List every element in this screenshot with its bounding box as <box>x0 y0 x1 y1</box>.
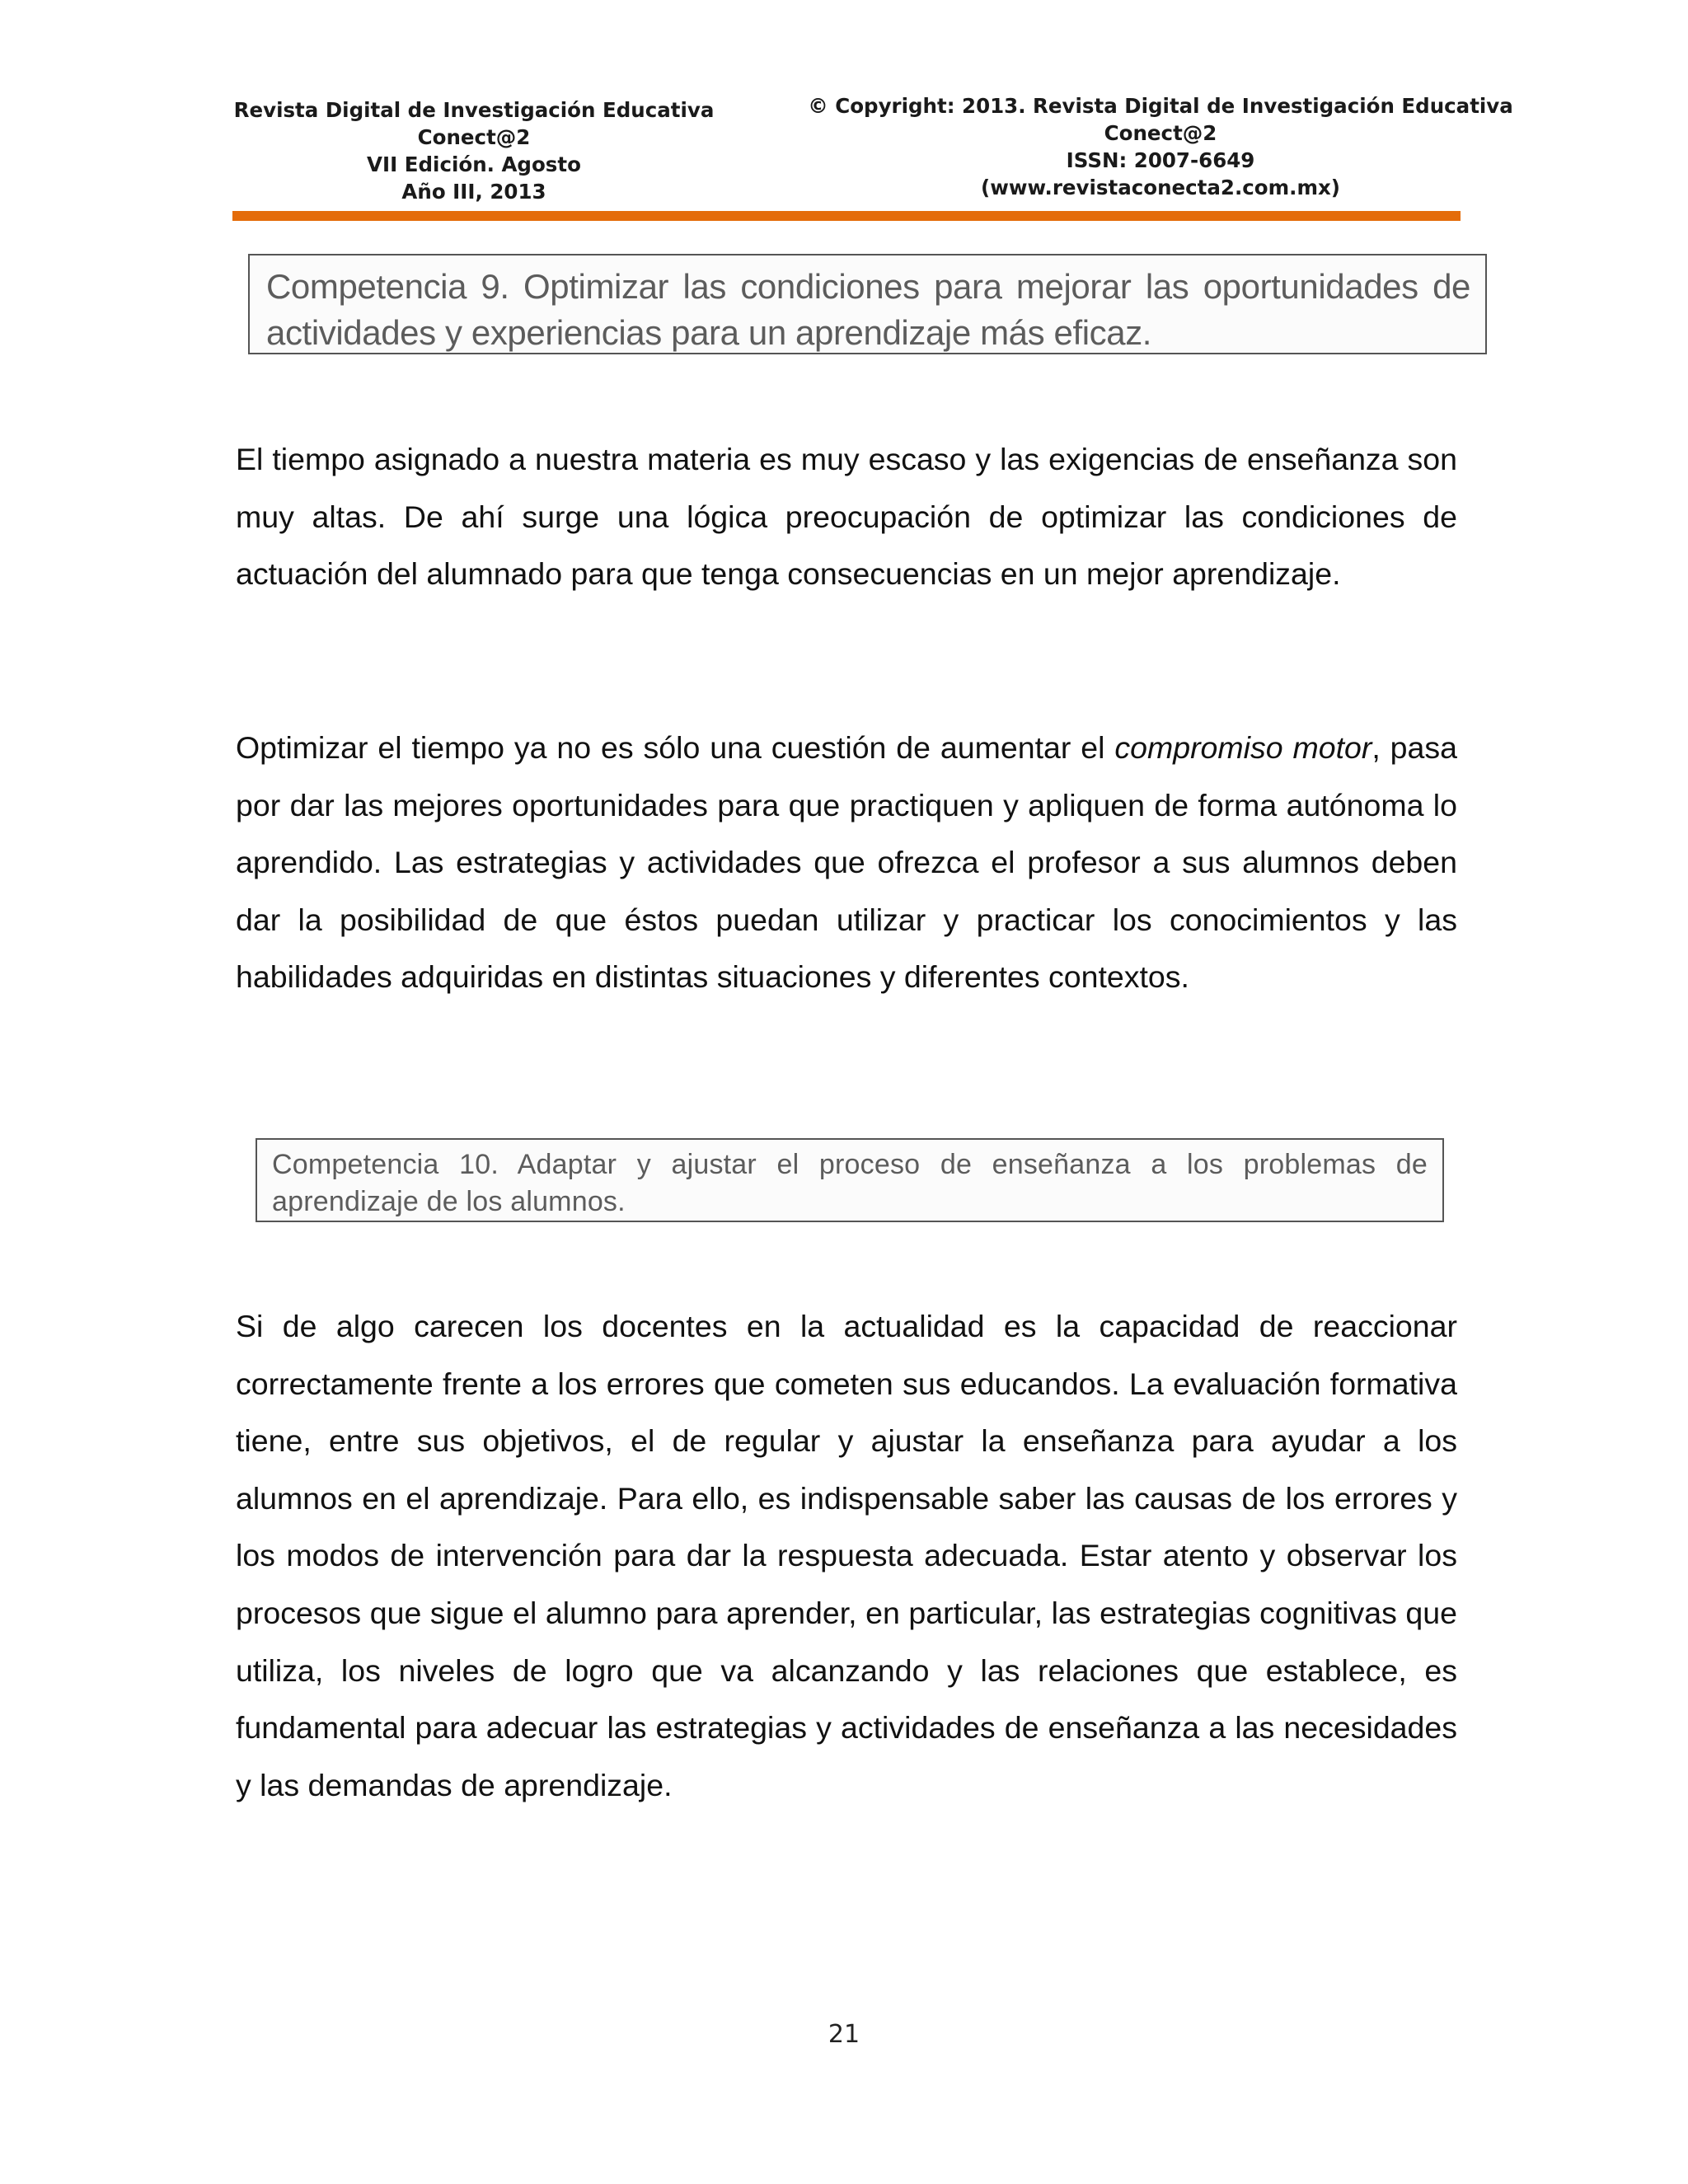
paragraph-1: El tiempo asignado a nuestra materia es muy escaso y las exigencias de enseñanza son muy altas. De ahí surge una lógica preocupación de optimizar las condiciones de actuación del alumnado para que tenga consecuencias en un mejor aprendizaje. <box>236 442 1457 592</box>
paragraph-2-start: Optimizar el tiempo ya no es sólo una cuestión de aumentar el <box>236 730 1115 765</box>
paragraph-2-rest: , pasa por dar las mejores oportunidades para que practiquen y apliquen de forma autónoma lo aprendido. Las estrategias y actividades que ofrezca el profesor a sus alumnos deben dar la posibilidad de que éstos puedan utilizar y practicar los conocimientos y las habilidades adquiridas en distintas situaciones y diferentes contextos. <box>236 730 1458 995</box>
page-number: 21 <box>828 2020 860 2049</box>
competencia-9-box: Competencia 9. Optimizar las condiciones para mejorar las oportunidades de actividades y experiencias para un aprendizaje más eficaz. <box>248 254 1487 354</box>
competencia-10-box: Competencia 10. Adaptar y ajustar el proceso de enseñanza a los problemas de aprendizaje de los alumnos. <box>256 1138 1444 1222</box>
issn: ISSN: 2007-6649 <box>1066 148 1255 172</box>
journal-name: Conect@2 <box>417 125 531 149</box>
journal-name-right: Conect@2 <box>1104 121 1217 145</box>
copyright: © Copyright: 2013. Revista Digital de Investigación Educativa <box>808 94 1513 118</box>
paragraph-2 <box>236 719 1457 1006</box>
journal-header-left <box>232 96 715 205</box>
website: (www.revistaconecta2.com.mx) <box>981 176 1340 199</box>
paragraph-3: Si de algo carecen los docentes en la actualidad es la capacidad de reaccionar correctamente frente a los errores que cometen sus educandos. La evaluación formativa tiene, entre sus objetivos, el de regular y ajustar la enseñanza para ayudar a los alumnos en el aprendizaje. Para ello, es indispensable saber las causas de los errores y los modos de intervención para dar la respuesta adecuada. Estar atento y observar los procesos que sigue el alumno para aprender, en particular, las estrategias cognitivas que utiliza, los niveles de logro que va alcanzando y las relaciones que establece, es fundamental para adecuar las estrategias y actividades de enseñanza a las necesidades y las demandas de aprendizaje. <box>236 1309 1457 1802</box>
edition: VII Edición. Agosto <box>367 152 581 176</box>
paragraph-2-emphasis: compromiso motor <box>1114 730 1372 765</box>
journal-title: Revista Digital de Investigación Educativa <box>233 98 715 122</box>
year: Año III, 2013 <box>401 180 546 204</box>
journal-header-right <box>804 92 1517 201</box>
header-divider <box>232 211 1461 221</box>
